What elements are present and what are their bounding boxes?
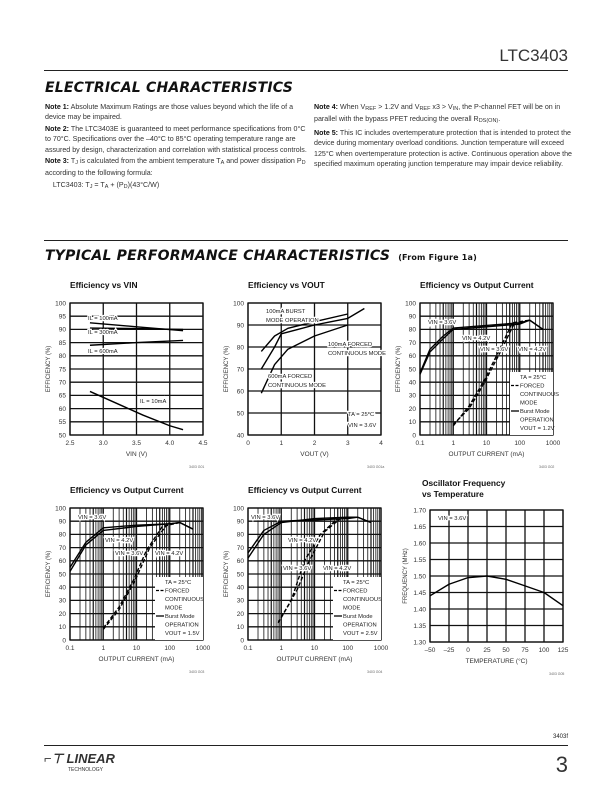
y-tick-label: 40 xyxy=(408,379,416,387)
chart-title-line: Efficiency vs VIN xyxy=(70,280,138,290)
note-text: + (P xyxy=(108,180,124,189)
y-axis-label: EFFICIENCY (%) xyxy=(224,550,230,598)
note-text: T xyxy=(69,157,76,166)
chart-svg xyxy=(390,283,565,475)
chart-annotation: 100mA BURST xyxy=(266,309,306,315)
x-tick-label: 1 xyxy=(101,645,106,652)
chart-annotation: VIN = 3.6V xyxy=(438,516,467,522)
y-axis-label: FREQUENCY (MHz) xyxy=(403,548,409,604)
part-number-header: LTC3403 xyxy=(499,46,568,65)
y-tick-label: 0 xyxy=(412,432,416,440)
chart-annotation: TA = 25°C xyxy=(165,580,192,586)
x-tick-label: 1000 xyxy=(545,440,561,447)
subscript: A xyxy=(220,160,225,167)
note-text: The LTC3403E is guaranteed to meet performance specifications from 0°C to 70°C. Specifications over the –40°C to 85°C operating temperature range are assured by design, characterization and correlation with statistical process controls. xyxy=(45,124,308,154)
electrical-characteristics-heading: ELECTRICAL CHARACTERISTICS xyxy=(45,80,294,96)
chart-annotation: Burst Mode xyxy=(343,614,373,620)
y-tick-label: 50 xyxy=(236,571,244,579)
x-tick-label: 2 xyxy=(312,440,317,447)
typical-performance-title: TYPICAL PERFORMANCE CHARACTERISTICS xyxy=(45,248,391,264)
chart-annotation: Burst Mode xyxy=(165,614,195,620)
typical-performance-heading xyxy=(45,248,477,264)
y-tick-label: 40 xyxy=(58,584,66,592)
y-tick-label: 80 xyxy=(58,353,66,361)
y-tick-label: 100 xyxy=(233,300,244,308)
chart-annotation: VIN = 4.2V xyxy=(518,347,547,353)
chart-title-line: Efficiency vs Output Current xyxy=(248,485,362,495)
subscript: D xyxy=(123,183,128,190)
chart-annotation: CONTINUOUS MODE xyxy=(328,351,386,357)
chart-annotation: IL = 300mA xyxy=(88,330,118,336)
chart-annotation: VIN = 3.6V xyxy=(480,347,509,353)
y-tick-label: 90 xyxy=(408,313,416,321)
note-paragraph xyxy=(45,102,307,123)
subscript: A xyxy=(104,183,109,190)
x-tick-label: 100 xyxy=(164,645,176,652)
chart-annotation: IL = 100mA xyxy=(88,316,118,322)
x-tick-label: 10 xyxy=(310,645,319,652)
chart-annotation: FORCED xyxy=(343,588,368,595)
chart-annotation: VOUT = 1.2V xyxy=(520,426,555,432)
x-tick-label: 1000 xyxy=(195,645,211,652)
y-tick-label: 95 xyxy=(58,313,66,321)
figure-code: 3403 G01a xyxy=(367,465,385,469)
note-label: Note 2: xyxy=(45,124,70,133)
series-line-vin-3-6v xyxy=(430,576,563,606)
y-tick-label: 1.30 xyxy=(413,639,426,647)
note-label: Note 5: xyxy=(314,128,339,137)
note-paragraph xyxy=(314,128,576,170)
chart-svg xyxy=(400,490,575,682)
note-label: Note 4: xyxy=(314,103,339,111)
y-tick-label: 40 xyxy=(236,584,244,592)
chart-title-line: Efficiency vs VOUT xyxy=(248,280,325,290)
header-rule xyxy=(44,70,568,71)
y-tick-label: 70 xyxy=(236,544,244,552)
chart-annotation: MODE xyxy=(343,605,361,612)
note-paragraph xyxy=(45,180,307,192)
chart-annotation: VOUT = 1.5V xyxy=(165,631,200,637)
subscript: J xyxy=(75,160,78,167)
note-paragraph xyxy=(314,102,576,127)
chart-title-line: Efficiency vs Output Current xyxy=(70,485,184,495)
y-tick-label: 80 xyxy=(236,344,244,352)
y-tick-label: 55 xyxy=(58,419,66,427)
y-tick-label: 30 xyxy=(408,392,416,400)
y-tick-label: 1.35 xyxy=(413,622,426,630)
note-paragraph xyxy=(45,124,307,155)
y-tick-label: 1.50 xyxy=(413,573,426,581)
note-text: , the P-channel FET will be on in parallel with the bypass PFET reducing the overall R xyxy=(314,103,563,124)
y-tick-label: 60 xyxy=(236,558,244,566)
x-tick-label: 0.1 xyxy=(415,440,425,447)
chart-annotation: OPERATION xyxy=(165,622,199,629)
y-tick-label: 60 xyxy=(58,558,66,566)
subscript: IN xyxy=(452,106,459,112)
x-axis-label: OUTPUT CURRENT (mA) xyxy=(276,656,353,663)
y-tick-label: 50 xyxy=(58,571,66,579)
y-axis-label: EFFICIENCY (%) xyxy=(396,345,402,393)
subscript: REF xyxy=(419,106,431,112)
typical-performance-subtitle: (From Figure 1a) xyxy=(398,253,477,262)
note-label: Note 1: xyxy=(45,103,70,111)
chart-annotation: MODE OPERATION xyxy=(266,318,319,324)
y-tick-label: 50 xyxy=(236,410,244,418)
figure-code: 3403 G03 xyxy=(189,670,205,674)
chart-annotation: TA = 25°C xyxy=(520,375,547,381)
y-tick-label: 60 xyxy=(58,405,66,413)
y-tick-label: 90 xyxy=(236,322,244,330)
chart-svg xyxy=(40,283,215,475)
y-tick-label: 10 xyxy=(408,419,416,427)
chart-annotation: VIN = 3.6V xyxy=(251,515,280,521)
chart-annotation: TA = 25°C xyxy=(343,580,370,586)
chart-annotation: TA = 25°C xyxy=(348,412,375,418)
logo-mark-icon: ⌐⊤ xyxy=(44,751,67,766)
chart-annotation: VIN = 4.2V xyxy=(105,538,134,544)
chart-annotation: CONTINUOUS xyxy=(165,597,204,603)
chart-svg xyxy=(218,488,393,680)
subscript: D xyxy=(301,160,306,167)
x-tick-label: 100 xyxy=(342,645,354,652)
y-tick-label: 70 xyxy=(58,379,66,387)
chart-annotation: IL = 600mA xyxy=(88,349,118,355)
chart-annotation: CONTINUOUS MODE xyxy=(268,383,326,389)
logo-text: LINEAR xyxy=(66,751,115,766)
note-text: )(43°C/W) xyxy=(127,180,160,189)
y-tick-label: 30 xyxy=(236,597,244,605)
figure-code: 3403 G02 xyxy=(539,465,555,469)
y-tick-label: 85 xyxy=(58,339,66,347)
x-tick-label: 75 xyxy=(521,647,529,654)
chart-annotation: VIN = 3.6V xyxy=(78,515,107,521)
y-tick-label: 90 xyxy=(58,518,66,526)
y-tick-label: 1.70 xyxy=(413,507,426,515)
y-tick-label: 0 xyxy=(240,637,244,645)
x-axis-label: VOUT (V) xyxy=(300,451,329,458)
chart-annotation: FORCED xyxy=(165,588,190,595)
note-text: is calculated from the ambient temperature T xyxy=(77,157,221,166)
x-tick-label: 10 xyxy=(482,440,491,447)
chart-title-line: vs Temperature xyxy=(422,489,484,499)
y-axis-label: EFFICIENCY (%) xyxy=(224,345,230,393)
y-tick-label: 50 xyxy=(408,366,416,374)
chart-annotation: OPERATION xyxy=(520,417,554,424)
subscript: J xyxy=(89,183,93,190)
y-tick-label: 80 xyxy=(236,531,244,539)
y-tick-label: 80 xyxy=(58,531,66,539)
x-tick-label: 0.1 xyxy=(243,645,253,652)
x-tick-label: 0.1 xyxy=(65,645,75,652)
x-axis-label: OUTPUT CURRENT (mA) xyxy=(448,451,525,458)
linear-technology-logo xyxy=(44,752,115,773)
logo-subtext: TECHNOLOGY xyxy=(68,767,104,773)
chart-annotation: CONTINUOUS xyxy=(520,392,559,398)
document-code: 3403f xyxy=(552,734,568,740)
y-axis-label: EFFICIENCY (%) xyxy=(46,550,52,598)
x-tick-label: 3.0 xyxy=(98,440,108,447)
x-tick-label: 25 xyxy=(483,647,491,654)
y-tick-label: 40 xyxy=(236,432,244,440)
y-tick-label: 50 xyxy=(58,432,66,440)
y-tick-label: 10 xyxy=(236,624,244,632)
subscript: DS(ON) xyxy=(478,118,499,125)
x-tick-label: 0 xyxy=(466,647,470,654)
note-text: x3 > V xyxy=(430,103,453,111)
chart-annotation: VIN = 4.2V xyxy=(288,538,317,544)
y-tick-label: 1.45 xyxy=(413,589,426,597)
x-tick-label: 3.5 xyxy=(131,440,142,447)
chart-annotation: VIN = 3.6V xyxy=(283,566,312,572)
chart-annotation: MODE xyxy=(520,400,538,407)
chart-annotation: VIN = 4.2V xyxy=(462,336,491,342)
y-tick-label: 70 xyxy=(58,544,66,552)
y-tick-label: 30 xyxy=(58,597,66,605)
y-tick-label: 70 xyxy=(236,366,244,374)
y-tick-label: 60 xyxy=(408,353,416,361)
x-tick-label: 1 xyxy=(279,645,284,652)
chart-annotation: Burst Mode xyxy=(520,409,550,415)
x-tick-label: 50 xyxy=(502,647,510,654)
y-tick-label: 80 xyxy=(408,326,416,334)
note-text: . xyxy=(498,115,501,124)
figure-code: 3403 G04 xyxy=(367,670,383,674)
y-tick-label: 20 xyxy=(236,610,244,618)
page-number: 3 xyxy=(555,752,568,777)
y-tick-label: 90 xyxy=(58,326,66,334)
y-tick-label: 1.60 xyxy=(413,540,426,548)
x-tick-label: –25 xyxy=(443,647,455,654)
note-paragraph xyxy=(45,156,307,179)
chart-annotation: VIN = 3.6V xyxy=(428,320,457,326)
x-tick-label: 1 xyxy=(451,440,456,447)
x-tick-label: 0 xyxy=(246,440,250,447)
note-label: Note 3: xyxy=(45,157,70,166)
x-tick-label: 3 xyxy=(345,440,350,447)
chart-annotation: VIN = 4.2V xyxy=(323,566,352,572)
chart-annotation: CONTINUOUS xyxy=(343,597,382,603)
y-tick-label: 20 xyxy=(408,405,416,413)
x-tick-label: 1 xyxy=(279,440,284,447)
y-tick-label: 10 xyxy=(58,624,66,632)
x-axis-label: OUTPUT CURRENT (mA) xyxy=(98,656,175,663)
y-tick-label: 100 xyxy=(233,505,244,513)
y-tick-label: 20 xyxy=(58,610,66,618)
x-tick-label: 1000 xyxy=(373,645,389,652)
figure-code: 3403 G05 xyxy=(549,672,565,676)
chart-annotation: 600mA FORCED xyxy=(268,374,313,380)
x-axis-label: TEMPERATURE (°C) xyxy=(465,658,528,665)
chart-annotation: MODE xyxy=(165,605,183,612)
y-tick-label: 1.65 xyxy=(413,523,426,531)
y-tick-label: 65 xyxy=(58,392,66,400)
chart-annotation: OPERATION xyxy=(343,622,377,629)
note-text: When V xyxy=(338,103,366,111)
x-tick-label: –50 xyxy=(424,647,436,654)
note-text: > 1.2V and V xyxy=(376,103,420,111)
notes-right-column xyxy=(314,102,576,170)
subscript: REF xyxy=(365,106,377,112)
chart-title-line: Oscillator Frequency xyxy=(422,478,506,488)
y-tick-label: 60 xyxy=(236,388,244,396)
note-text: LTC3403: T xyxy=(45,180,90,189)
x-axis-label: VIN (V) xyxy=(125,451,148,458)
chart-svg xyxy=(40,488,215,680)
y-tick-label: 1.55 xyxy=(413,556,426,564)
footer-rule xyxy=(44,745,568,746)
y-tick-label: 1.40 xyxy=(413,606,426,614)
x-tick-label: 2.5 xyxy=(65,440,75,447)
chart-svg xyxy=(218,283,393,475)
y-tick-label: 90 xyxy=(236,518,244,526)
x-tick-label: 10 xyxy=(132,645,141,652)
chart-annotation: FORCED xyxy=(520,383,545,390)
x-tick-label: 4.0 xyxy=(165,440,175,447)
x-tick-label: 100 xyxy=(514,440,526,447)
y-tick-label: 0 xyxy=(62,637,66,645)
chart-annotation: VOUT = 2.5V xyxy=(343,631,378,637)
notes-left-column xyxy=(45,102,307,193)
figure-code: 3403 G01 xyxy=(189,465,205,469)
y-tick-label: 100 xyxy=(55,300,66,308)
section-rule xyxy=(44,240,568,241)
note-text: = T xyxy=(92,180,105,189)
y-axis-label: EFFICIENCY (%) xyxy=(46,345,52,393)
y-tick-label: 75 xyxy=(58,366,66,374)
chart-annotation: 100mA FORCED xyxy=(328,342,373,348)
chart-annotation: VIN = 4.2V xyxy=(155,551,184,557)
y-tick-label: 100 xyxy=(405,300,416,308)
chart-annotation: VIN = 3.6V xyxy=(348,423,377,429)
note-text: This IC includes overtemperature protection that is intended to protect the device during momentary overload conditions. Junction temperature will exceed 125°C when overtemperature protection is active. Continuous operation above the specified maximum operating junction temperature may impair device reliability. xyxy=(314,128,574,169)
x-tick-label: 125 xyxy=(557,647,569,654)
y-tick-label: 70 xyxy=(408,339,416,347)
chart-annotation: IL = 10mA xyxy=(140,399,167,405)
note-text: Absolute Maximum Ratings are those values beyond which the life of a device may be impaired. xyxy=(45,103,296,122)
x-tick-label: 4 xyxy=(379,440,383,447)
y-tick-label: 100 xyxy=(55,505,66,513)
note-text: and power dissipation P xyxy=(224,157,302,166)
chart-annotation: VIN = 3.6V xyxy=(115,551,144,557)
note-text: according to the following formula: xyxy=(45,157,308,178)
chart-title-line: Efficiency vs Output Current xyxy=(420,280,534,290)
x-tick-label: 4.5 xyxy=(198,440,208,447)
x-tick-label: 100 xyxy=(538,647,550,654)
